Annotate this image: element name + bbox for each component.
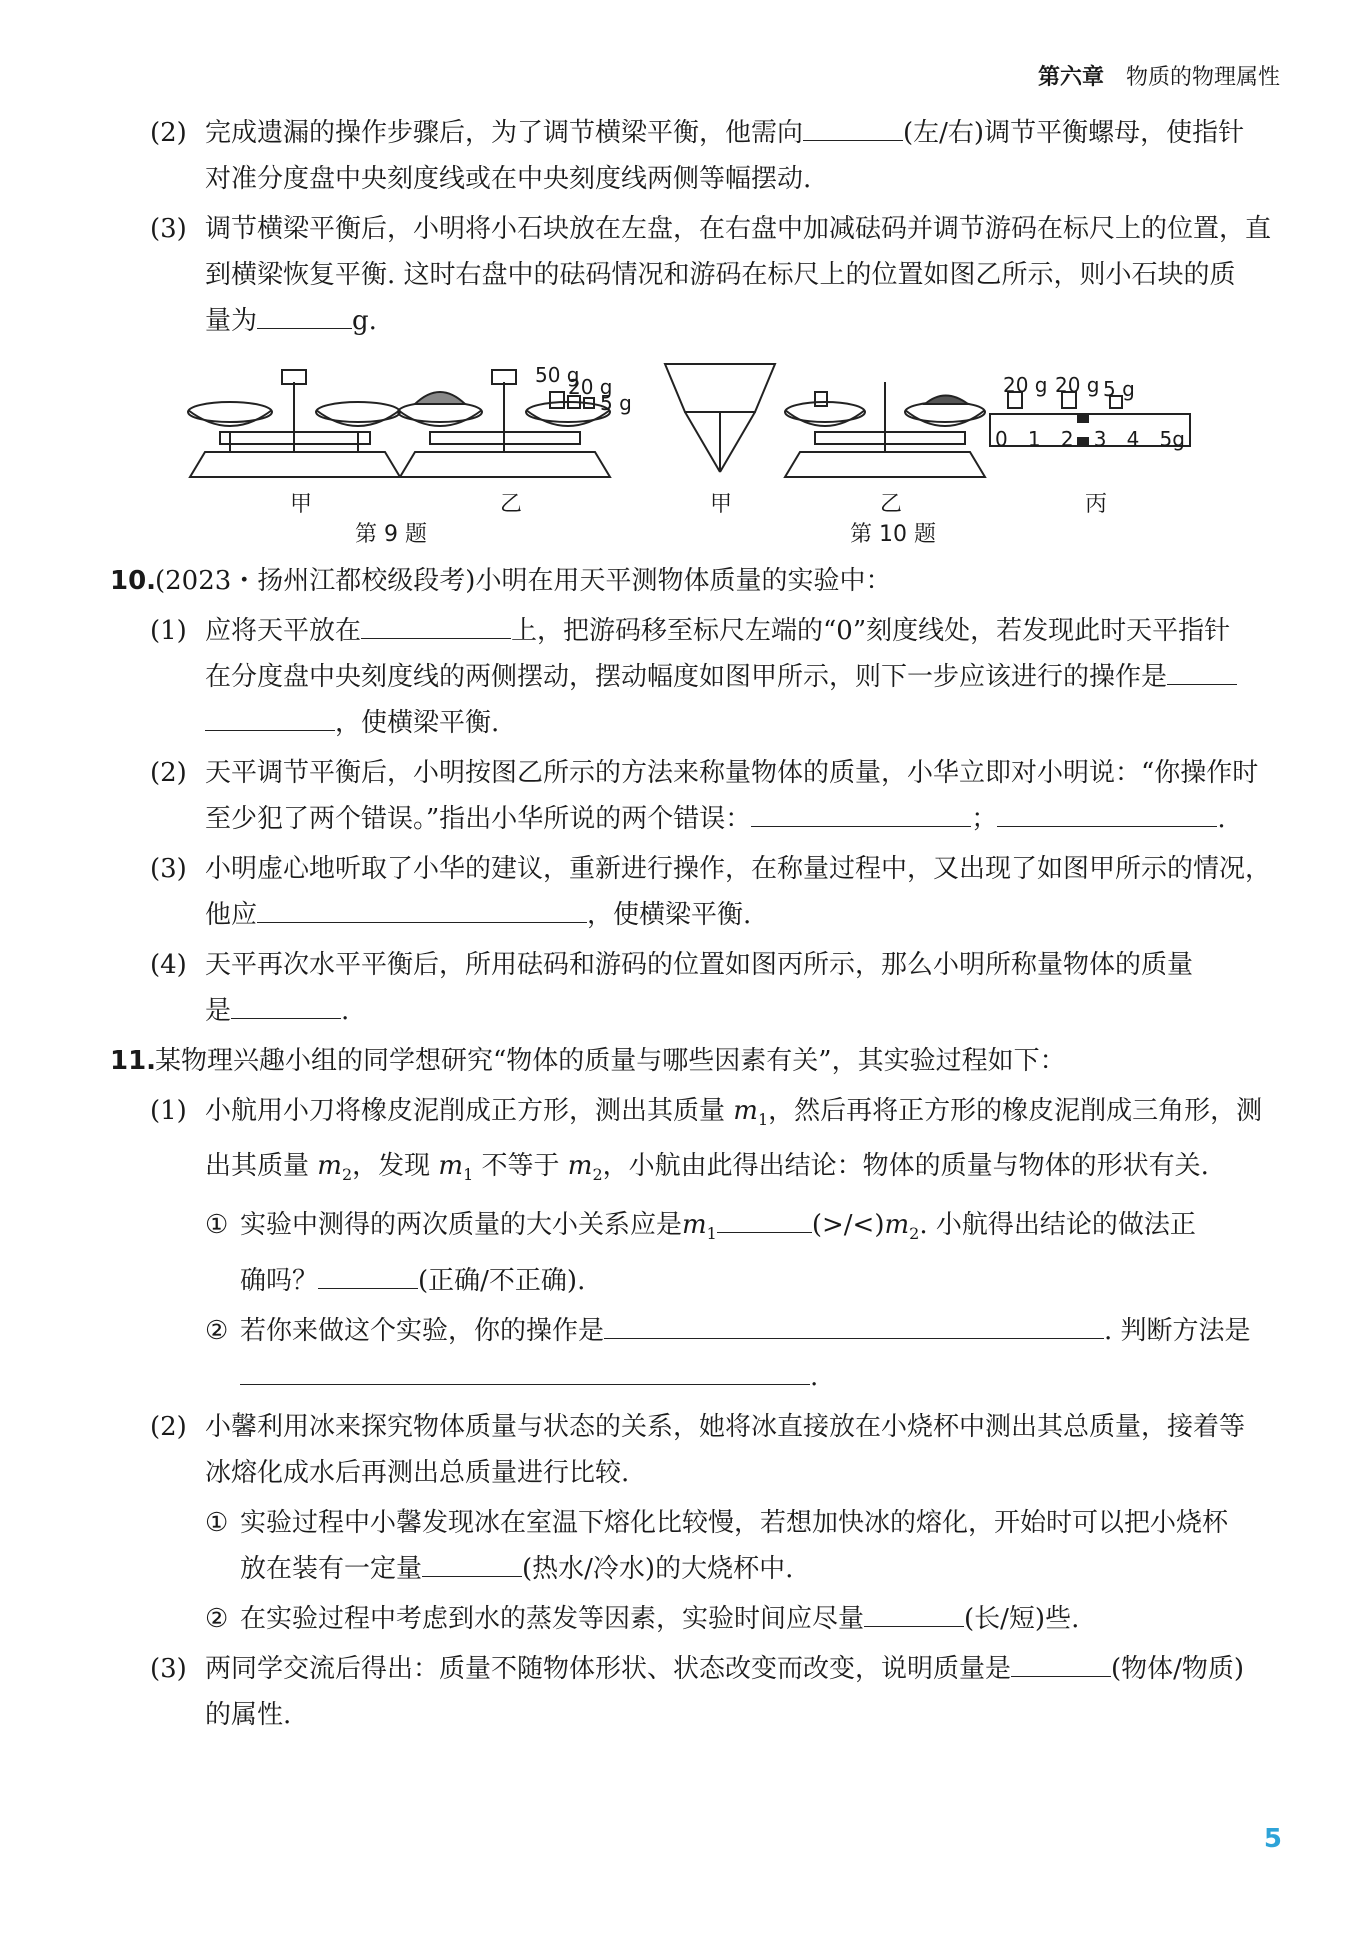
answer-blank[interactable]: [751, 796, 971, 827]
subscript: 1: [463, 1165, 474, 1185]
answer-blank[interactable]: [257, 892, 587, 923]
text: 是: [205, 996, 232, 1026]
ruler-ticks: [995, 416, 1185, 462]
part-number: (4): [150, 950, 187, 980]
text: 至少犯了两个错误。”指出小华所说的两个错误：: [205, 804, 752, 834]
text: . 判断方法是: [1104, 1315, 1251, 1346]
fig-label: 甲: [710, 492, 733, 517]
answer-blank[interactable]: [257, 298, 352, 329]
q11-sub-3: [110, 1500, 1280, 1592]
text: (>/<): [811, 1210, 885, 1241]
text: 小馨利用冰来探究物体质量与状态的关系，她将冰直接放在小烧杯中测出其总质量，接着等: [205, 1411, 1246, 1442]
chapter-title: 物质的物理属性: [1125, 65, 1280, 90]
text: 他应: [205, 900, 258, 930]
answer-blank[interactable]: [717, 1202, 812, 1233]
q10-balance-yi: [785, 382, 985, 477]
part-number: (2): [150, 758, 187, 788]
text: 不等于: [481, 1151, 560, 1182]
var-m: m: [438, 1151, 464, 1182]
text: 到横梁恢复平衡. 这时右盘中的砝码情况和游码在标尺上的位置如图乙所示，则小石块的质: [205, 260, 1236, 290]
answer-blank[interactable]: [604, 1308, 1104, 1339]
question-stem: 某物理兴趣小组的同学想研究“物体的质量与哪些因素有关”，其实验过程如下：: [155, 1046, 1066, 1076]
text: ，然后再将正方形的橡皮泥削成三角形，测: [768, 1096, 1263, 1126]
q11-sub-1: [110, 1202, 1280, 1303]
q9-balance-jia: [188, 370, 400, 477]
text: ；: [971, 804, 998, 834]
text: 量为: [205, 306, 258, 336]
fig-caption: 第 10 题: [850, 522, 936, 547]
q11-part-3: [110, 1646, 1280, 1738]
tick-label: 1: [1027, 427, 1041, 451]
text: ，发现: [352, 1151, 431, 1182]
weight-label: 20 g: [1003, 373, 1048, 397]
var-m: m: [567, 1151, 593, 1182]
text: 放在装有一定量: [240, 1553, 423, 1584]
weight-label: 5 g: [600, 391, 632, 415]
text: 小航用小刀将橡皮泥削成正方形，测出其质量: [205, 1096, 726, 1126]
text: (正确/不正确).: [418, 1265, 586, 1296]
page-content: [110, 110, 1280, 1742]
text: 冰熔化成水后再测出总质量进行比较.: [205, 1457, 630, 1488]
tick-label: 0: [995, 427, 1008, 451]
circle-number: ①: [205, 1210, 229, 1241]
subscript: 1: [757, 1110, 769, 1130]
figure-row: [110, 352, 1280, 552]
text: 对准分度盘中央刻度线或在中央刻度线两侧等幅摆动.: [205, 164, 812, 194]
answer-blank[interactable]: [864, 1596, 964, 1627]
q10-dial-jia: [665, 364, 775, 472]
q11-sub-2: [110, 1308, 1280, 1400]
fig-label: 甲: [290, 492, 313, 517]
text: ，使横梁平衡.: [335, 708, 500, 738]
text: ，使横梁平衡.: [587, 900, 752, 930]
weight-label: 20 g: [1055, 373, 1100, 397]
page-header: [1038, 60, 1280, 91]
q10-part-3: [110, 846, 1280, 938]
answer-blank[interactable]: [1011, 1646, 1111, 1677]
circle-number: ②: [205, 1603, 229, 1634]
part-number: (2): [150, 1411, 187, 1442]
q10-part-1: [110, 608, 1280, 746]
page-number: 5: [1263, 1824, 1282, 1854]
tick-label: 4: [1126, 427, 1140, 451]
tick-label: 5g: [1159, 427, 1185, 451]
part-number: (3): [150, 1653, 187, 1684]
q11-sub-4: [110, 1596, 1280, 1642]
q10-part-4: [110, 942, 1280, 1034]
answer-blank[interactable]: [997, 796, 1217, 827]
text: 在分度盘中央刻度线的两侧摆动，摆动幅度如图甲所示，则下一步应该进行的操作是: [205, 662, 1168, 692]
text: 若你来做这个实验，你的操作是: [240, 1315, 605, 1346]
answer-blank[interactable]: [361, 608, 511, 639]
part-number: (1): [150, 616, 187, 646]
circle-number: ①: [205, 1507, 229, 1538]
question-number: 11.: [110, 1046, 157, 1076]
answer-blank[interactable]: [240, 1354, 810, 1385]
text: .: [341, 996, 350, 1026]
text: 应将天平放在: [205, 616, 362, 646]
text: (长/短)些.: [964, 1603, 1080, 1634]
text: g.: [352, 306, 377, 336]
q11-part-1: [110, 1088, 1280, 1198]
text: 的属性.: [205, 1699, 292, 1730]
answer-blank[interactable]: [205, 700, 335, 731]
text: 完成遗漏的操作步骤后，为了调节横梁平衡，他需向: [205, 118, 804, 148]
text: 在实验过程中考虑到水的蒸发等因素，实验时间应尽量: [240, 1603, 865, 1634]
text: 实验过程中小馨发现冰在室温下熔化比较慢，若想加快冰的熔化，开始时可以把小烧杯: [240, 1507, 1229, 1538]
q9-part-2: [110, 110, 1280, 202]
subscript: 2: [341, 1165, 353, 1185]
text: 确吗？: [240, 1265, 319, 1296]
answer-blank[interactable]: [1167, 654, 1237, 685]
var-m: m: [317, 1151, 342, 1182]
text: . 小航得出结论的做法正: [919, 1210, 1196, 1241]
answer-blank[interactable]: [803, 110, 903, 141]
part-number: (1): [150, 1096, 187, 1126]
text: ，小航由此得出结论：物体的质量与物体的形状有关.: [602, 1151, 1209, 1182]
text: 出其质量: [205, 1151, 310, 1182]
circle-number: ②: [205, 1315, 229, 1346]
text: .: [1217, 804, 1226, 834]
weight-label: 5 g: [1103, 377, 1135, 401]
chapter-label: 第六章: [1037, 65, 1104, 90]
text: 天平调节平衡后，小明按图乙所示的方法来称量物体的质量，小华立即对小明说：“你操作时: [205, 758, 1259, 788]
question-stem: (2023・扬州江都校级段考)小明在用天平测物体质量的实验中：: [155, 566, 892, 596]
text: 天平再次水平平衡后，所用砝码和游码的位置如图丙所示，那么小明所称量物体的质量: [205, 950, 1194, 980]
text: (物体/物质): [1111, 1653, 1245, 1684]
text: (左/右)调节平衡螺母，使指针: [903, 118, 1245, 148]
text: 上，把游码移至标尺左端的“0”刻度线处，若发现此时天平指针: [511, 616, 1231, 646]
text: 两同学交流后得出：质量不随物体形状、状态改变而改变，说明质量是: [205, 1653, 1012, 1684]
part-number: (3): [150, 854, 187, 884]
question-10: [110, 558, 1280, 604]
subscript: 2: [592, 1165, 603, 1185]
fig-label: 乙: [500, 492, 523, 517]
subscript: 1: [706, 1224, 717, 1244]
var-m: m: [733, 1096, 758, 1126]
fig-label: 丙: [1085, 492, 1108, 517]
answer-blank[interactable]: [422, 1546, 522, 1577]
text: 实验中测得的两次质量的大小关系应是: [240, 1210, 683, 1241]
text: .: [810, 1361, 819, 1392]
part-number: (2): [150, 118, 187, 148]
q10-part-2: [110, 750, 1280, 842]
question-11: [110, 1038, 1280, 1084]
tick-label: 2: [1060, 427, 1074, 451]
var-m: m: [682, 1210, 707, 1241]
subscript: 2: [909, 1224, 920, 1244]
q11-part-2: [110, 1404, 1280, 1496]
text: 小明虚心地听取了小华的建议，重新进行操作，在称量过程中，又出现了如图甲所示的情况，: [205, 854, 1272, 884]
fig-label: 乙: [880, 492, 903, 517]
answer-blank[interactable]: [231, 988, 341, 1019]
tick-label: 3: [1093, 427, 1107, 451]
part-number: (3): [150, 214, 187, 244]
q9-part-3: [110, 206, 1280, 344]
text: (热水/冷水)的大烧杯中.: [522, 1553, 794, 1584]
answer-blank[interactable]: [318, 1258, 418, 1289]
question-number: 10.: [110, 566, 157, 596]
var-m: m: [884, 1210, 910, 1241]
weight-label: 50 g: [535, 363, 580, 387]
weight-label: 20 g: [568, 375, 613, 399]
fig-caption: 第 9 题: [355, 522, 427, 547]
text: 调节横梁平衡后，小明将小石块放在左盘，在右盘中加减砝码并调节游码在标尺上的位置，直: [205, 214, 1272, 244]
